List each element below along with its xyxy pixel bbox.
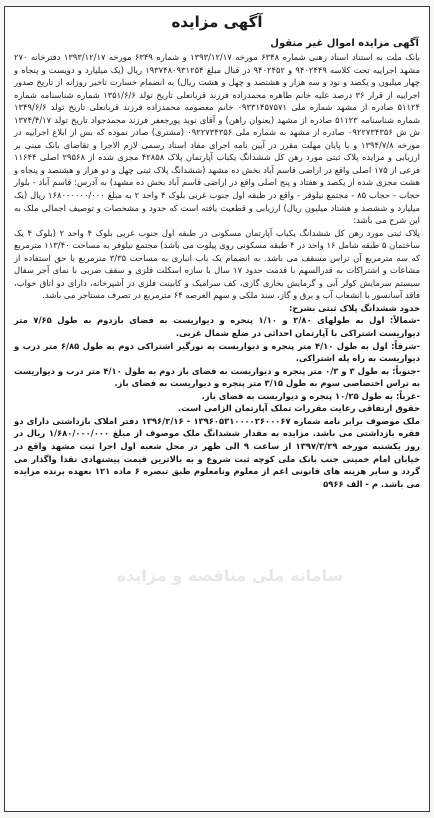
easement-rights: حقوق ارتفاقی رعایت مقررات تملک آپارتمان الزامی است.	[177, 403, 420, 414]
boundary-south: -جنوباً: به طول ۳ و ۰/۳ متر پنجره و دیواریست به فضای باز دوم به طول ۴/۱۰ متر درب و دیواریست به تراس اختصاصی سوم به طول ۳/۱۵ متر پنجره و دیواریست به فضای باز.	[14, 365, 420, 389]
boundary-west: -غرباً: به طول ۱۰/۲۵ پنجره و دیواریست به فضای باز.	[201, 390, 420, 401]
notice-paragraph-property: پلاک ثبتی مورد رهن کل ششدانگ یکباب آپارتمان مسکونی در طبقه اول جنوب غربی بلوک ۴ واحد ۲ (بلوک ۴ یک ساختمان ۵ طبقه شامل ۱۶ واحد در ۴ طبقه مسکونی روی پیلوت می باشد) مجتمع نیلوفر به مساحت ۱۱۳/۴۰ مترمربع که سه مترمربع آن تراس مسقف می باشد. به انضمام یک باب انباری به مساحت ۳/۳۵ مترمربع با حق استفاده از مشاعات و اشتراکات به قدرالسهم با قدمت حدود ۱۷ سال با سازه اسکلت فلزی و سقف ضربی با نمای آجر سفال سیستم سرمایش کولر آبی و گرمایش بخاری گازی، کف سرامیک و کابینت فلزی در آشپزخانه، دارای دو اتاق خواب، فاقد آسانسور با انشعاب آب و برق و گاز، سند ملکی و سهم العرصه ۶۴ مترمربع در تصرف مستاجر می باشد.	[14, 227, 421, 301]
boundary-east: -شرقاً: اول به طول ۴/۱۰ متر پنجره و دیواریست به نورگیر اشتراکی دوم به طول ۶/۸۵ متر درب و دیواریست به راه پله اشتراکی.	[14, 340, 420, 364]
notice-paragraph-intro: بانک ملت به استناد اسناد رهنی شماره ۶۳۴۸ مورخه ۱۳۹۳/۱۲/۱۷ و شماره ۶۳۴۹ مورخه ۱۳۹۳/۱۲/۱۷ دفترخانه ۲۷۰ مشهد اجراییه تحت کلاسه ۹۴۰۲۴۴۹ و ۹۴۰۲۴۵۲ در قبال مبلغ ۱۹۳۷۴۸۰۹۳۱۲۵۴ ریال (یک میلیارد و دویست و پنجاه و چهار میلیون و یکصد و نود و سه هزار و هشتصد و چهل و هشت ریال) به انضمام خسارت تاخیر روزانه از تاریخ صدور اجراییه از قرار ۳۶ درصد علیه خانم طاهره محمدزاده فرزند قربانعلی تاریخ تولد ۱۳۵۱/۶/۶ شماره شناسنامه شماره ۵۱۱۲۴ صادره از مشهد شماره ملی ۰۹۳۳۱۴۵۷۵۷۱ خانم معصومه محمدزاده فرزند قربانعلی تاریخ تولد ۱۳۴۹/۶/۶ شماره شناسنامه ۵۱۱۲۳ صادره از مشهد (یعنوان راهن) و آقای نوید پورجعفر فرزند محمدجواد تاریخ تولد ۱۳۷۴/۴/۱۷ ش ش ۰۹۲۲۷۳۴۳۵۶ صادره از مشهد به شماره ملی ۰۹۲۲۷۳۴۳۵۶ (مشتری) صادر نموده که بس از ابلاغ اجراییه در مورخه ۱۳۹۴/۷/۸ و با پایان مهلت مقرر در آیین نامه اجرای مفاد اسناد رسمی لازم الاجرا و تقاضای بانک مبنی بر ارزیابی و مزایده پلاک ثبتی مورد رهن کل ششدانگ یکباب آپارتمان پلاک ۴۲۸۵۸ مجزی شده از ۲۹۵۶۸ اصلی ۱۱۶۴۴ فرعی از ۱۷۵ اصلی واقع در اراضی قاسم آباد بخش ده مشهد (ششدانگ پلاک ثبتی چهل و دو هزار و هشتصد و پنجاه و هشت مجزی شده از یکصد و هفتاد و پنج اصلی واقع در اراضی قاسم آباد بخش ده مشهد) به آدرس: قاسم آباد - بلوار حجاب - حجاب ۸۵ - مجتمع نیلوفر - واقع در طبقه اول جنوب غربی بلوک ۴ واحد ۲ به مبلغ ۱۶۸۰۰۰۰۰۰/۰۰۰ ریال (یک میلیارد و ششصد و هشتاد میلیون ریال) ارزیابی و قطعیت یافته است که حدود و مشخصات و توصیف اجمالی ملک به این شرح می باشد:	[14, 52, 421, 226]
notice-title: آگهی مزایده	[171, 13, 263, 31]
notice-frame	[4, 6, 430, 812]
notice-subtitle: آگهی مزایده اموال غیر منقول	[270, 38, 419, 49]
auction-terms: ملک موصوف برابر نامه شماره ۱۳۹۶۰۵۳۱۰۰۰۰۲۶۰۰۰۶۷ - ۱۳۹۶/۲/۱۶ دفتر املاک بازداشتی دارای دو فقره بازداشتی می باشد. مزایده به مقدار ششدانگ ملک موصوف از مبلغ ۱/۶۸۰/۰۰۰/۰۰۰ ریال در روز یکشنبه مورخه ۱۳۹۷/۳/۲۹ از ساعت ۹ الی ظهر در محل شعبه اول اجرا ثبت مشهد واقع در خیابان امام خمینی جنب بانک ملی کوچه ثبت شروع و به بالاترین قیمت پیشنهادی نقدا واگذار می گردد و سایر هزینه های قانونی اعم از معلوم ونامعلوم طبق تبصره ۶ ماده ۱۲۱ بعهده برنده مزایده می باشد. م - الف ۵۹۶۶	[14, 415, 421, 489]
boundaries-heading: حدود ششدانگ پلاک ثبتی بشرح:	[288, 302, 420, 313]
boundary-north: -شمالاً: اول به طولهای ۲/۸۰ و ۱/۱۰ پنجره و دیواریست به فضای بازدوم به طول ۷/۶۵ متر دیواریست اشتراکی با آپارتمان احداثی در ضلع شمال غربی.	[14, 315, 420, 339]
notice-body	[5, 51, 429, 490]
